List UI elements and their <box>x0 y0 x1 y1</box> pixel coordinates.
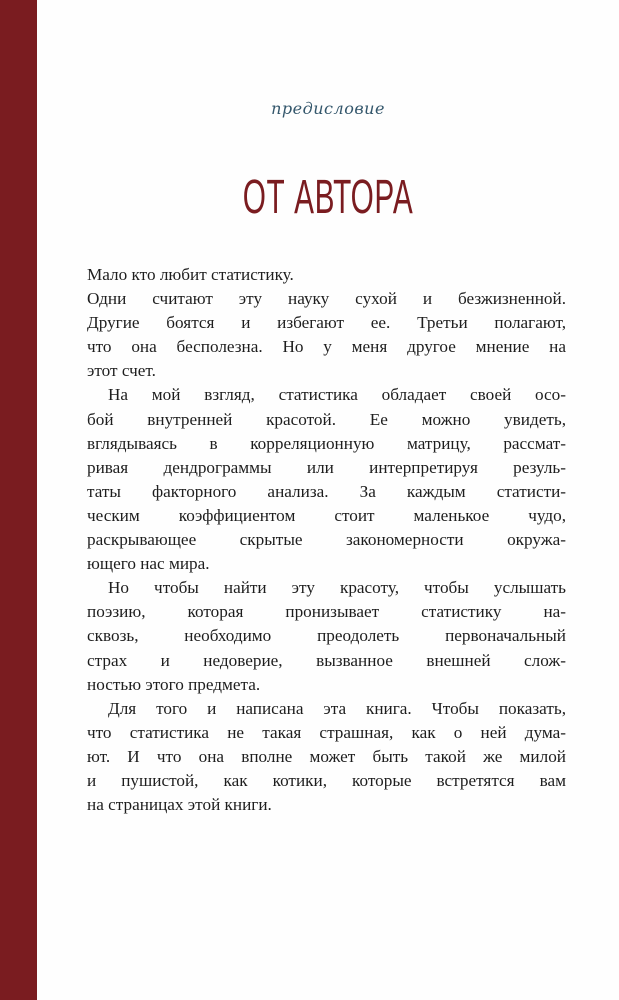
paragraph-line: ют. И что она вполне может быть такой же милой <box>87 746 566 766</box>
paragraph-line: что она бесполезна. Но у меня другое мнение на <box>87 337 566 357</box>
body-text <box>87 263 566 817</box>
paragraph-line: На мой взгляд, статистика обладает своей осо- <box>108 385 566 405</box>
paragraph-line: что статистика не такая страшная, как о ней дума- <box>87 722 566 742</box>
paragraph-line: ющего нас мира. <box>87 554 210 574</box>
paragraph-line: Мало кто любит статистику. <box>87 265 294 284</box>
paragraph-line: раскрывающее скрытые закономерности окружа- <box>87 530 566 550</box>
paragraph-line: ностью этого предмета. <box>87 674 261 694</box>
paragraph-line: Одни считают эту науку сухой и безжизненной. <box>87 289 566 309</box>
paragraph-line: Для того и написана эта книга. Чтобы показать, <box>108 698 566 718</box>
paragraph-line: ческим коэффициентом стоит маленькое чудо, <box>87 505 566 525</box>
book-spine-band <box>0 0 37 1000</box>
paragraph-line: Но чтобы найти эту красоту, чтобы услышать <box>108 578 566 598</box>
paragraph-line: таты факторного анализа. За каждым статисти- <box>87 481 566 501</box>
paragraph-line: страх и недоверие, вызванное внешней слож- <box>87 650 566 670</box>
paragraph-line: сквозь, необходимо преодолеть первоначальный <box>87 626 566 646</box>
paragraph-line: ривая дендрограммы или интерпретируя резуль- <box>87 457 566 477</box>
book-page <box>37 0 619 1000</box>
paragraph-line: бой внутренней красотой. Ее можно увидеть, <box>87 409 566 429</box>
paragraph-line: на страницах этой книги. <box>87 795 272 815</box>
paragraph-line: поэзию, которая пронизывает статистику на- <box>87 602 566 622</box>
section-kicker: предисловие <box>271 99 385 118</box>
paragraph-line: Другие боятся и избегают ее. Третьи полагают, <box>87 313 566 333</box>
paragraph-line: этот счет. <box>87 361 156 381</box>
paragraph-line: и пушистой, как котики, которые встретятся вам <box>87 770 566 790</box>
paragraph-line: вглядываясь в корреляционную матрицу, рассмат- <box>87 433 566 453</box>
page-title: ОТ АВТОРА <box>242 171 414 224</box>
